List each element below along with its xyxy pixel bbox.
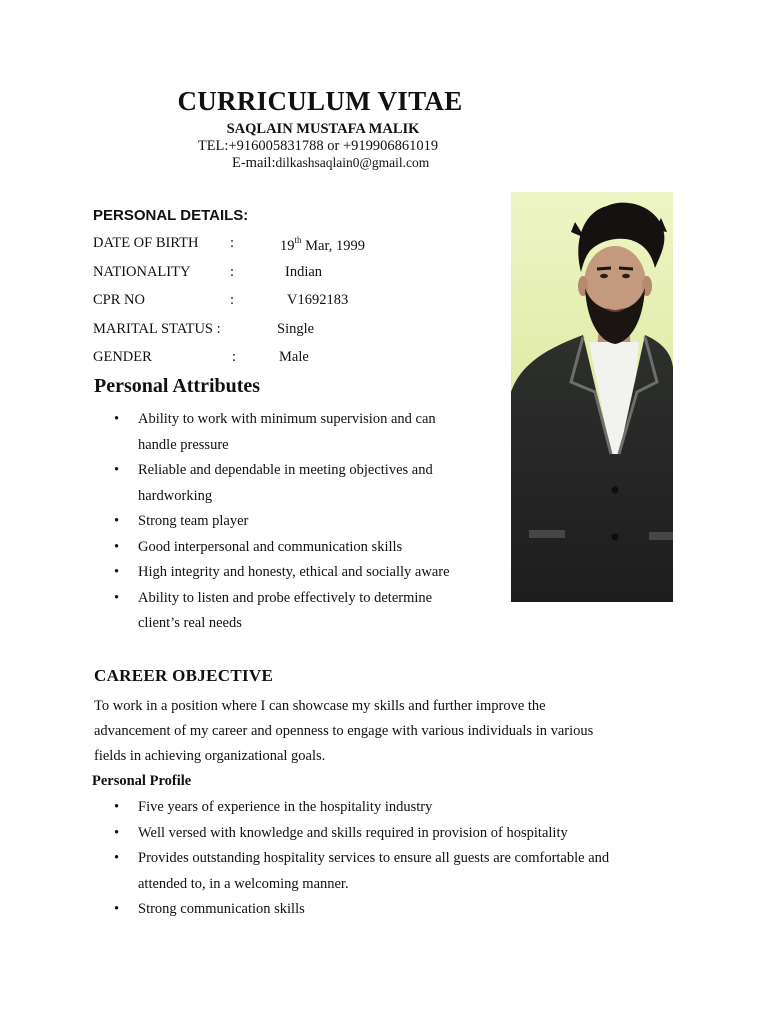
- detail-value: Indian: [285, 264, 323, 280]
- detail-key: CPR NO: [93, 292, 145, 308]
- list-item: • Provides outstanding hospitality services to ensure all guests are comfortable and attended to, in a welcoming manner.: [93, 846, 609, 897]
- list-item: • High integrity and honesty, ethical and socially aware: [93, 560, 450, 586]
- personal-attributes-heading: Personal Attributes: [94, 375, 261, 397]
- career-objective-text: To work in a position where I can showcase my skills and further improve the advancement of my career and openness to engage with various individuals in various fields in achieving organizational goals.: [94, 698, 594, 764]
- detail-key: DATE OF BIRTH: [93, 235, 199, 251]
- list-item: • Reliable and dependable in meeting objectives and hardworking: [93, 458, 450, 509]
- bullet-icon: •: [114, 901, 120, 917]
- detail-separator: :: [230, 235, 235, 251]
- bullet-icon: •: [114, 589, 120, 606]
- profile-photo: [511, 192, 673, 602]
- bullet-icon: •: [114, 513, 120, 529]
- detail-value: Single: [277, 321, 315, 337]
- profile-list: [93, 795, 609, 923]
- email-label: E-mail:: [232, 155, 276, 171]
- list-item: • Ability to listen and probe effectively to determine client’s real needs: [93, 586, 450, 637]
- bullet-icon: •: [114, 462, 120, 478]
- list-item: • Five years of experience in the hospitality industry: [93, 795, 609, 821]
- personal-details-heading: PERSONAL DETAILS:: [93, 207, 249, 224]
- detail-key: MARITAL STATUS :: [93, 321, 221, 337]
- detail-value: 19th Mar, 1999: [280, 235, 365, 254]
- list-item: • Strong communication skills: [93, 897, 609, 923]
- candidate-name: SAQLAIN MUSTAFA MALIK: [226, 121, 420, 137]
- list-item: • Well versed with knowledge and skills required in provision of hospitality: [93, 821, 609, 847]
- detail-key: GENDER: [93, 349, 152, 365]
- bullet-icon: •: [114, 564, 120, 580]
- bullet-icon: •: [114, 850, 120, 866]
- email-line: [232, 155, 429, 172]
- personal-profile-heading: Personal Profile: [92, 773, 192, 789]
- bullet-icon: •: [114, 799, 120, 815]
- list-item: • Strong team player: [93, 509, 450, 535]
- detail-key: NATIONALITY: [93, 264, 191, 280]
- detail-separator: :: [230, 292, 235, 308]
- email-address[interactable]: dilkashsaqlain0@gmail.com: [275, 155, 430, 170]
- detail-value: Male: [279, 349, 309, 365]
- list-item: • Ability to work with minimum supervision and can handle pressure: [93, 407, 450, 458]
- telephone-line: TEL:+916005831788 or +919906861019: [197, 138, 439, 154]
- bullet-icon: •: [114, 824, 120, 841]
- list-item: • Good interpersonal and communication skills: [93, 535, 450, 561]
- career-objective-heading: CAREER OBJECTIVE: [94, 666, 274, 685]
- detail-separator: :: [230, 264, 235, 280]
- bullet-icon: •: [114, 538, 120, 555]
- bullet-icon: •: [114, 411, 120, 427]
- cv-title: CURRICULUM VITAE: [177, 86, 463, 116]
- detail-value: V1692183: [287, 292, 349, 308]
- detail-separator: :: [232, 349, 237, 365]
- attributes-list: [93, 407, 450, 637]
